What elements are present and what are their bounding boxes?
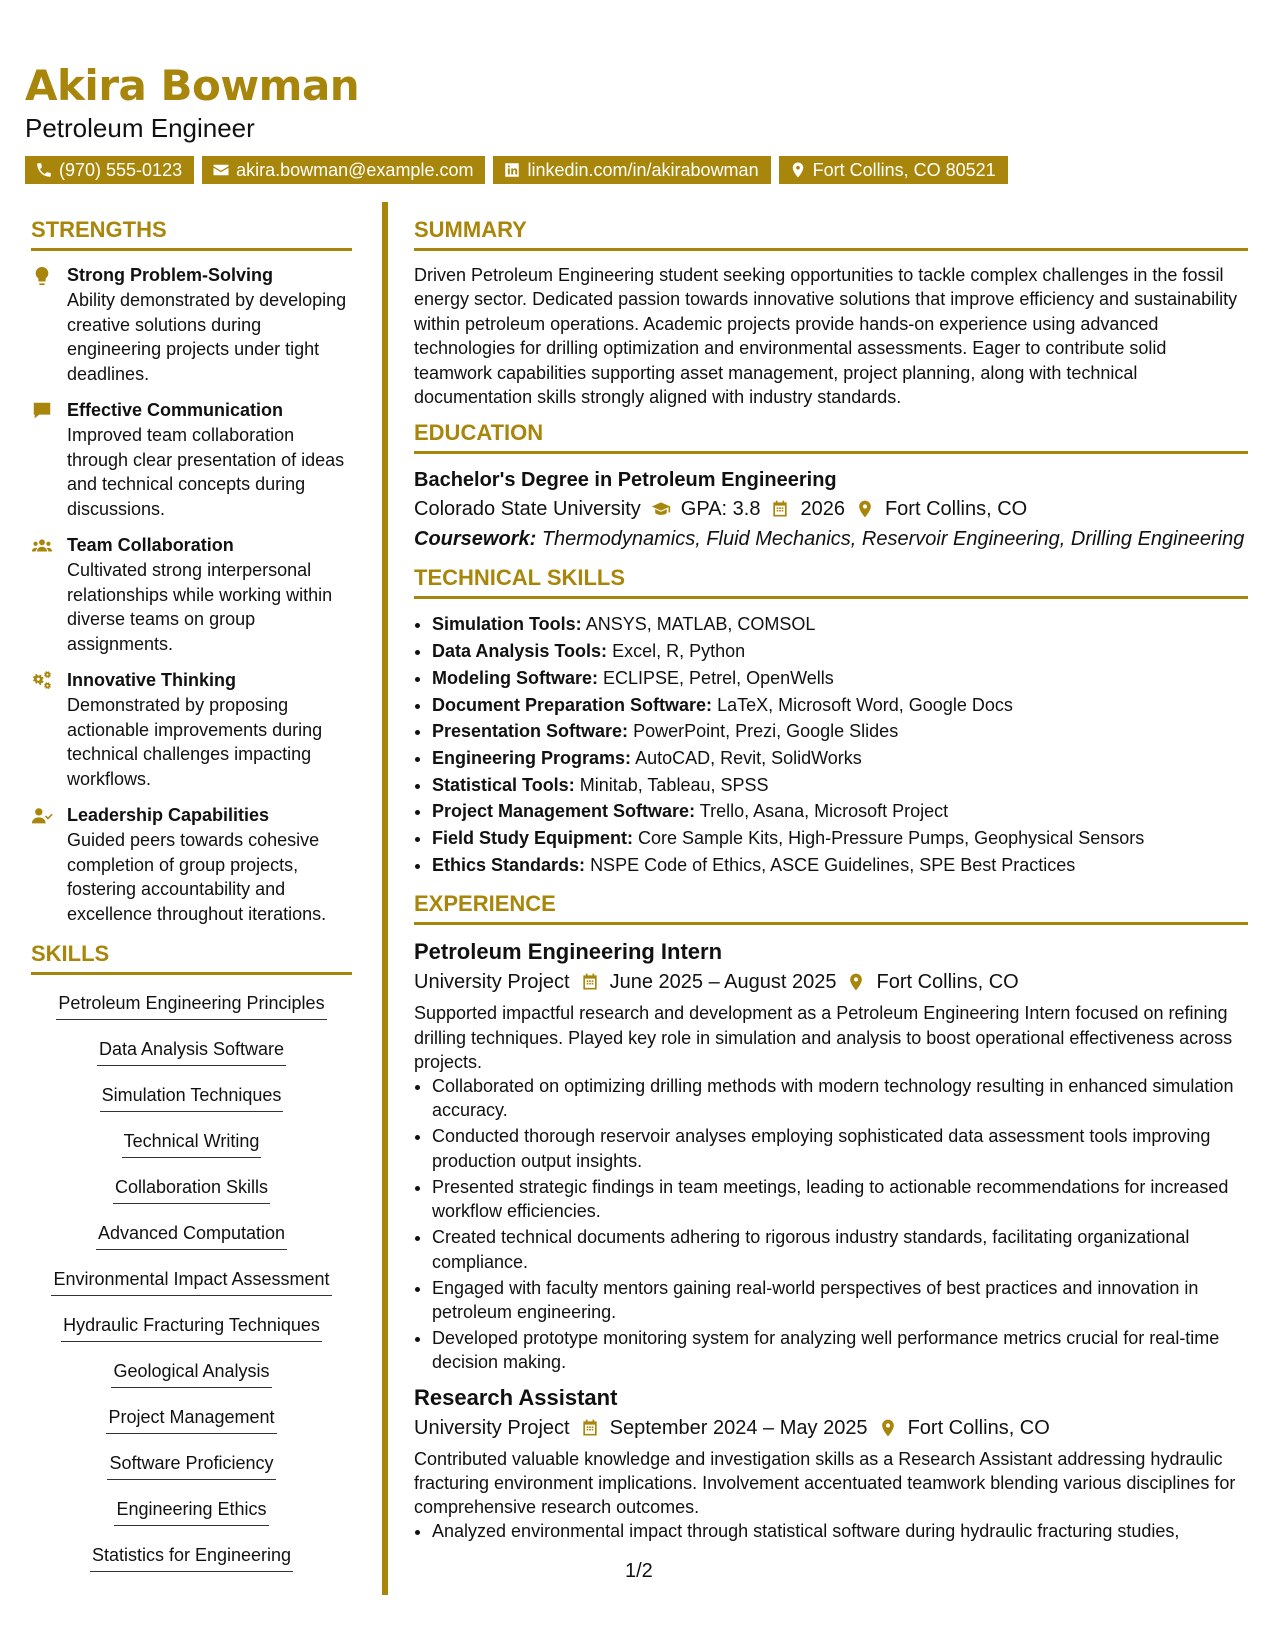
job-entry [414, 1383, 1248, 1544]
speech-bubble-icon [31, 400, 53, 422]
strengths-heading: STRENGTHS [31, 216, 352, 251]
technical-skills-list [414, 611, 1248, 878]
strength-desc: Demonstrated by proposing actionable improvements during technical challenges impacting workflows. [67, 695, 323, 789]
job-bullets [414, 1074, 1248, 1374]
skill-tag: Statistics for Engineering [90, 1539, 293, 1572]
skill-tag: Collaboration Skills [113, 1171, 270, 1204]
list-item [432, 825, 1248, 852]
list-item [432, 745, 1248, 772]
summary-text: Driven Petroleum Engineering student seeking opportunities to tackle complex challenges in the fossil energy sector. Dedicated passion towards innovative solutions that improve efficiency and sustainability within petroleum operations. Academic projects provide hands-on experience using advanced technologies for drilling optimization and environmental assessments. Eager to contribute solid teamwork capabilities supporting asset management, project planning, along with technical documentation skills strongly aligned with industry standards. [414, 265, 1238, 408]
tech-value: NSPE Code of Ethics, ASCE Guidelines, SPE Best Practices [590, 854, 1076, 875]
tech-label: Field Study Equipment: [432, 828, 633, 849]
strength-desc: Ability demonstrated by developing creative solutions during engineering projects under tight deadlines. [67, 290, 347, 384]
tech-label: Project Management Software: [432, 801, 696, 822]
coursework [414, 524, 1248, 554]
grad-year: 2026 [800, 498, 845, 521]
contact-email[interactable] [202, 156, 485, 184]
linkedin-icon [503, 161, 521, 179]
list-item: • Engaged with faculty mentors gaining real-world perspectives of best practices and innovation in petroleum engineering. [432, 1276, 1248, 1324]
strength-desc: Cultivated strong interpersonal relationships while working within diverse teams on group assignments. [67, 560, 333, 654]
tech-value: Excel, R, Python [612, 641, 746, 662]
skill-tag: Project Management [106, 1401, 276, 1434]
skill-tag: Geological Analysis [111, 1355, 271, 1388]
list-item: • Developed prototype monitoring system for analyzing well performance metrics crucial for real-time decision making. [432, 1326, 1248, 1374]
strength-title: Leadership Capabilities [67, 805, 270, 825]
job-location: Fort Collins, CO [876, 971, 1019, 994]
list-item [432, 611, 1248, 638]
envelope-icon [212, 161, 230, 179]
strength-item [31, 398, 352, 521]
contact-phone[interactable] [25, 156, 194, 184]
tech-label: Presentation Software: [432, 721, 629, 742]
contact-linkedin-text: linkedin.com/in/akirabowman [527, 160, 759, 180]
contact-location [779, 156, 1008, 184]
job-bullets [414, 1519, 1248, 1543]
strength-title: Strong Problem-Solving [67, 265, 274, 285]
resume-header [25, 60, 1255, 184]
page-number: 1/2 [625, 1560, 653, 1582]
tech-label: Engineering Programs: [432, 747, 632, 768]
list-item: • Conducted thorough reservoir analyses employing sophisticated data assessment tools improving production output insights. [432, 1124, 1248, 1172]
education-meta [414, 494, 1248, 524]
strength-item [31, 263, 352, 386]
tech-value: Trello, Asana, Microsoft Project [699, 801, 949, 822]
job-org: University Project [414, 971, 570, 994]
skill-tag: Data Analysis Software [97, 1033, 286, 1066]
tech-value: LaTeX, Microsoft Word, Google Docs [717, 694, 1013, 715]
candidate-name: Akira Bowman [25, 61, 360, 110]
strength-title: Effective Communication [67, 400, 284, 420]
lightbulb-icon [31, 265, 53, 287]
skills-heading: SKILLS [31, 940, 352, 975]
users-icon [31, 535, 53, 557]
tech-label: Document Preparation Software: [432, 694, 713, 715]
strength-desc: Guided peers towards cohesive completion of group projects, fostering accountability and excellence throughout iterations. [67, 830, 327, 924]
tech-value: Core Sample Kits, High-Pressure Pumps, Geophysical Sensors [638, 828, 1145, 849]
contact-location-text: Fort Collins, CO 80521 [812, 160, 996, 180]
map-pin-icon [789, 161, 807, 179]
map-pin-icon [855, 499, 875, 519]
job-meta [414, 1413, 1248, 1443]
job-location: Fort Collins, CO [907, 1416, 1050, 1439]
tech-label: Modeling Software: [432, 667, 598, 688]
job-meta [414, 967, 1248, 997]
tech-label: Ethics Standards: [432, 854, 586, 875]
strength-title: Team Collaboration [67, 535, 234, 555]
tech-value: PowerPoint, Prezi, Google Slides [633, 721, 899, 742]
strength-item [31, 803, 352, 926]
skill-tag: Hydraulic Fracturing Techniques [61, 1309, 322, 1342]
coursework-label: Coursework: [414, 528, 537, 551]
skill-tag: Petroleum Engineering Principles [56, 987, 326, 1020]
gears-icon [31, 670, 53, 692]
strength-title: Innovative Thinking [67, 670, 237, 690]
tech-value: ECLIPSE, Petrel, OpenWells [603, 667, 834, 688]
list-item [432, 852, 1248, 879]
job-title: Research Assistant [414, 1384, 618, 1410]
list-item: • Presented strategic findings in team meetings, leading to actionable recommendations for increased workflow efficiencies. [432, 1175, 1248, 1223]
list-item: • Created technical documents adhering to rigorous industry standards, facilitating organizational compliance. [432, 1225, 1248, 1273]
tech-value: Minitab, Tableau, SPSS [579, 774, 769, 795]
technical-skills-heading: TECHNICAL SKILLS [414, 564, 1248, 599]
left-column [31, 216, 352, 1585]
education-heading: EDUCATION [414, 419, 1248, 454]
contact-phone-text: (970) 555-0123 [59, 160, 183, 180]
right-column [414, 216, 1248, 1551]
calendar-icon [580, 972, 600, 992]
user-check-icon [31, 805, 53, 827]
education-location: Fort Collins, CO [884, 498, 1028, 521]
column-divider [382, 202, 388, 1595]
skill-tag: Advanced Computation [96, 1217, 287, 1250]
experience-heading: EXPERIENCE [414, 890, 1248, 925]
tech-label: Data Analysis Tools: [432, 641, 608, 662]
list-item [432, 798, 1248, 825]
strength-desc: Improved team collaboration through clear presentation of ideas and technical concepts during discussions. [67, 425, 345, 519]
list-item [432, 692, 1248, 719]
degree-title: Bachelor's Degree in Petroleum Engineering [414, 469, 837, 492]
list-item [432, 665, 1248, 692]
skill-tag: Engineering Ethics [114, 1493, 268, 1526]
contact-email-text: akira.bowman@example.com [236, 160, 474, 180]
job-org: University Project [414, 1416, 570, 1439]
skill-tag: Technical Writing [122, 1125, 262, 1158]
candidate-title: Petroleum Engineer [25, 113, 255, 143]
tech-label: Statistical Tools: [432, 774, 575, 795]
skill-tag: Software Proficiency [107, 1447, 275, 1480]
job-dates: September 2024 – May 2025 [609, 1416, 868, 1439]
calendar-icon [770, 499, 790, 519]
summary-heading: SUMMARY [414, 216, 1248, 251]
coursework-list: Thermodynamics, Fluid Mechanics, Reservoir Engineering, Drilling Engineering [541, 528, 1245, 551]
skill-tag: Environmental Impact Assessment [51, 1263, 331, 1296]
job-dates: June 2025 – August 2025 [609, 971, 837, 994]
map-pin-icon [846, 972, 866, 992]
list-item [432, 772, 1248, 799]
job-entry [414, 937, 1248, 1374]
contact-bar [25, 156, 1255, 184]
job-title: Petroleum Engineering Intern [414, 939, 723, 965]
strength-item [31, 668, 352, 791]
calendar-icon [580, 1418, 600, 1438]
tech-label: Simulation Tools: [432, 614, 582, 635]
gpa: GPA: 3.8 [680, 498, 761, 521]
list-item [432, 718, 1248, 745]
list-item: • Collaborated on optimizing drilling methods with modern technology resulting in enhanced simulation accuracy. [432, 1074, 1248, 1122]
strength-item [31, 533, 352, 656]
map-pin-icon [878, 1418, 898, 1438]
skill-tag: Simulation Techniques [100, 1079, 284, 1112]
list-item: • Analyzed environmental impact through statistical software during hydraulic fracturing studies, [432, 1519, 1248, 1543]
job-desc: Supported impactful research and development as a Petroleum Engineering Intern focused on refining drilling techniques. Played key role in simulation and analysis to boost operational effectiveness across projects. [414, 1003, 1233, 1072]
tech-value: AutoCAD, Revit, SolidWorks [635, 747, 862, 768]
list-item [432, 638, 1248, 665]
skills-list [31, 987, 352, 1585]
contact-linkedin[interactable] [493, 156, 770, 184]
tech-value: ANSYS, MATLAB, COMSOL [585, 614, 816, 635]
phone-icon [35, 161, 53, 179]
job-desc: Contributed valuable knowledge and investigation skills as a Research Assistant addressing hydraulic fracturing environment implications. Involvement accentuated teamwork blending various disciplines for comprehensive research outcomes. [414, 1448, 1236, 1517]
graduation-cap-icon [651, 499, 671, 519]
school-name: Colorado State University [414, 498, 641, 521]
